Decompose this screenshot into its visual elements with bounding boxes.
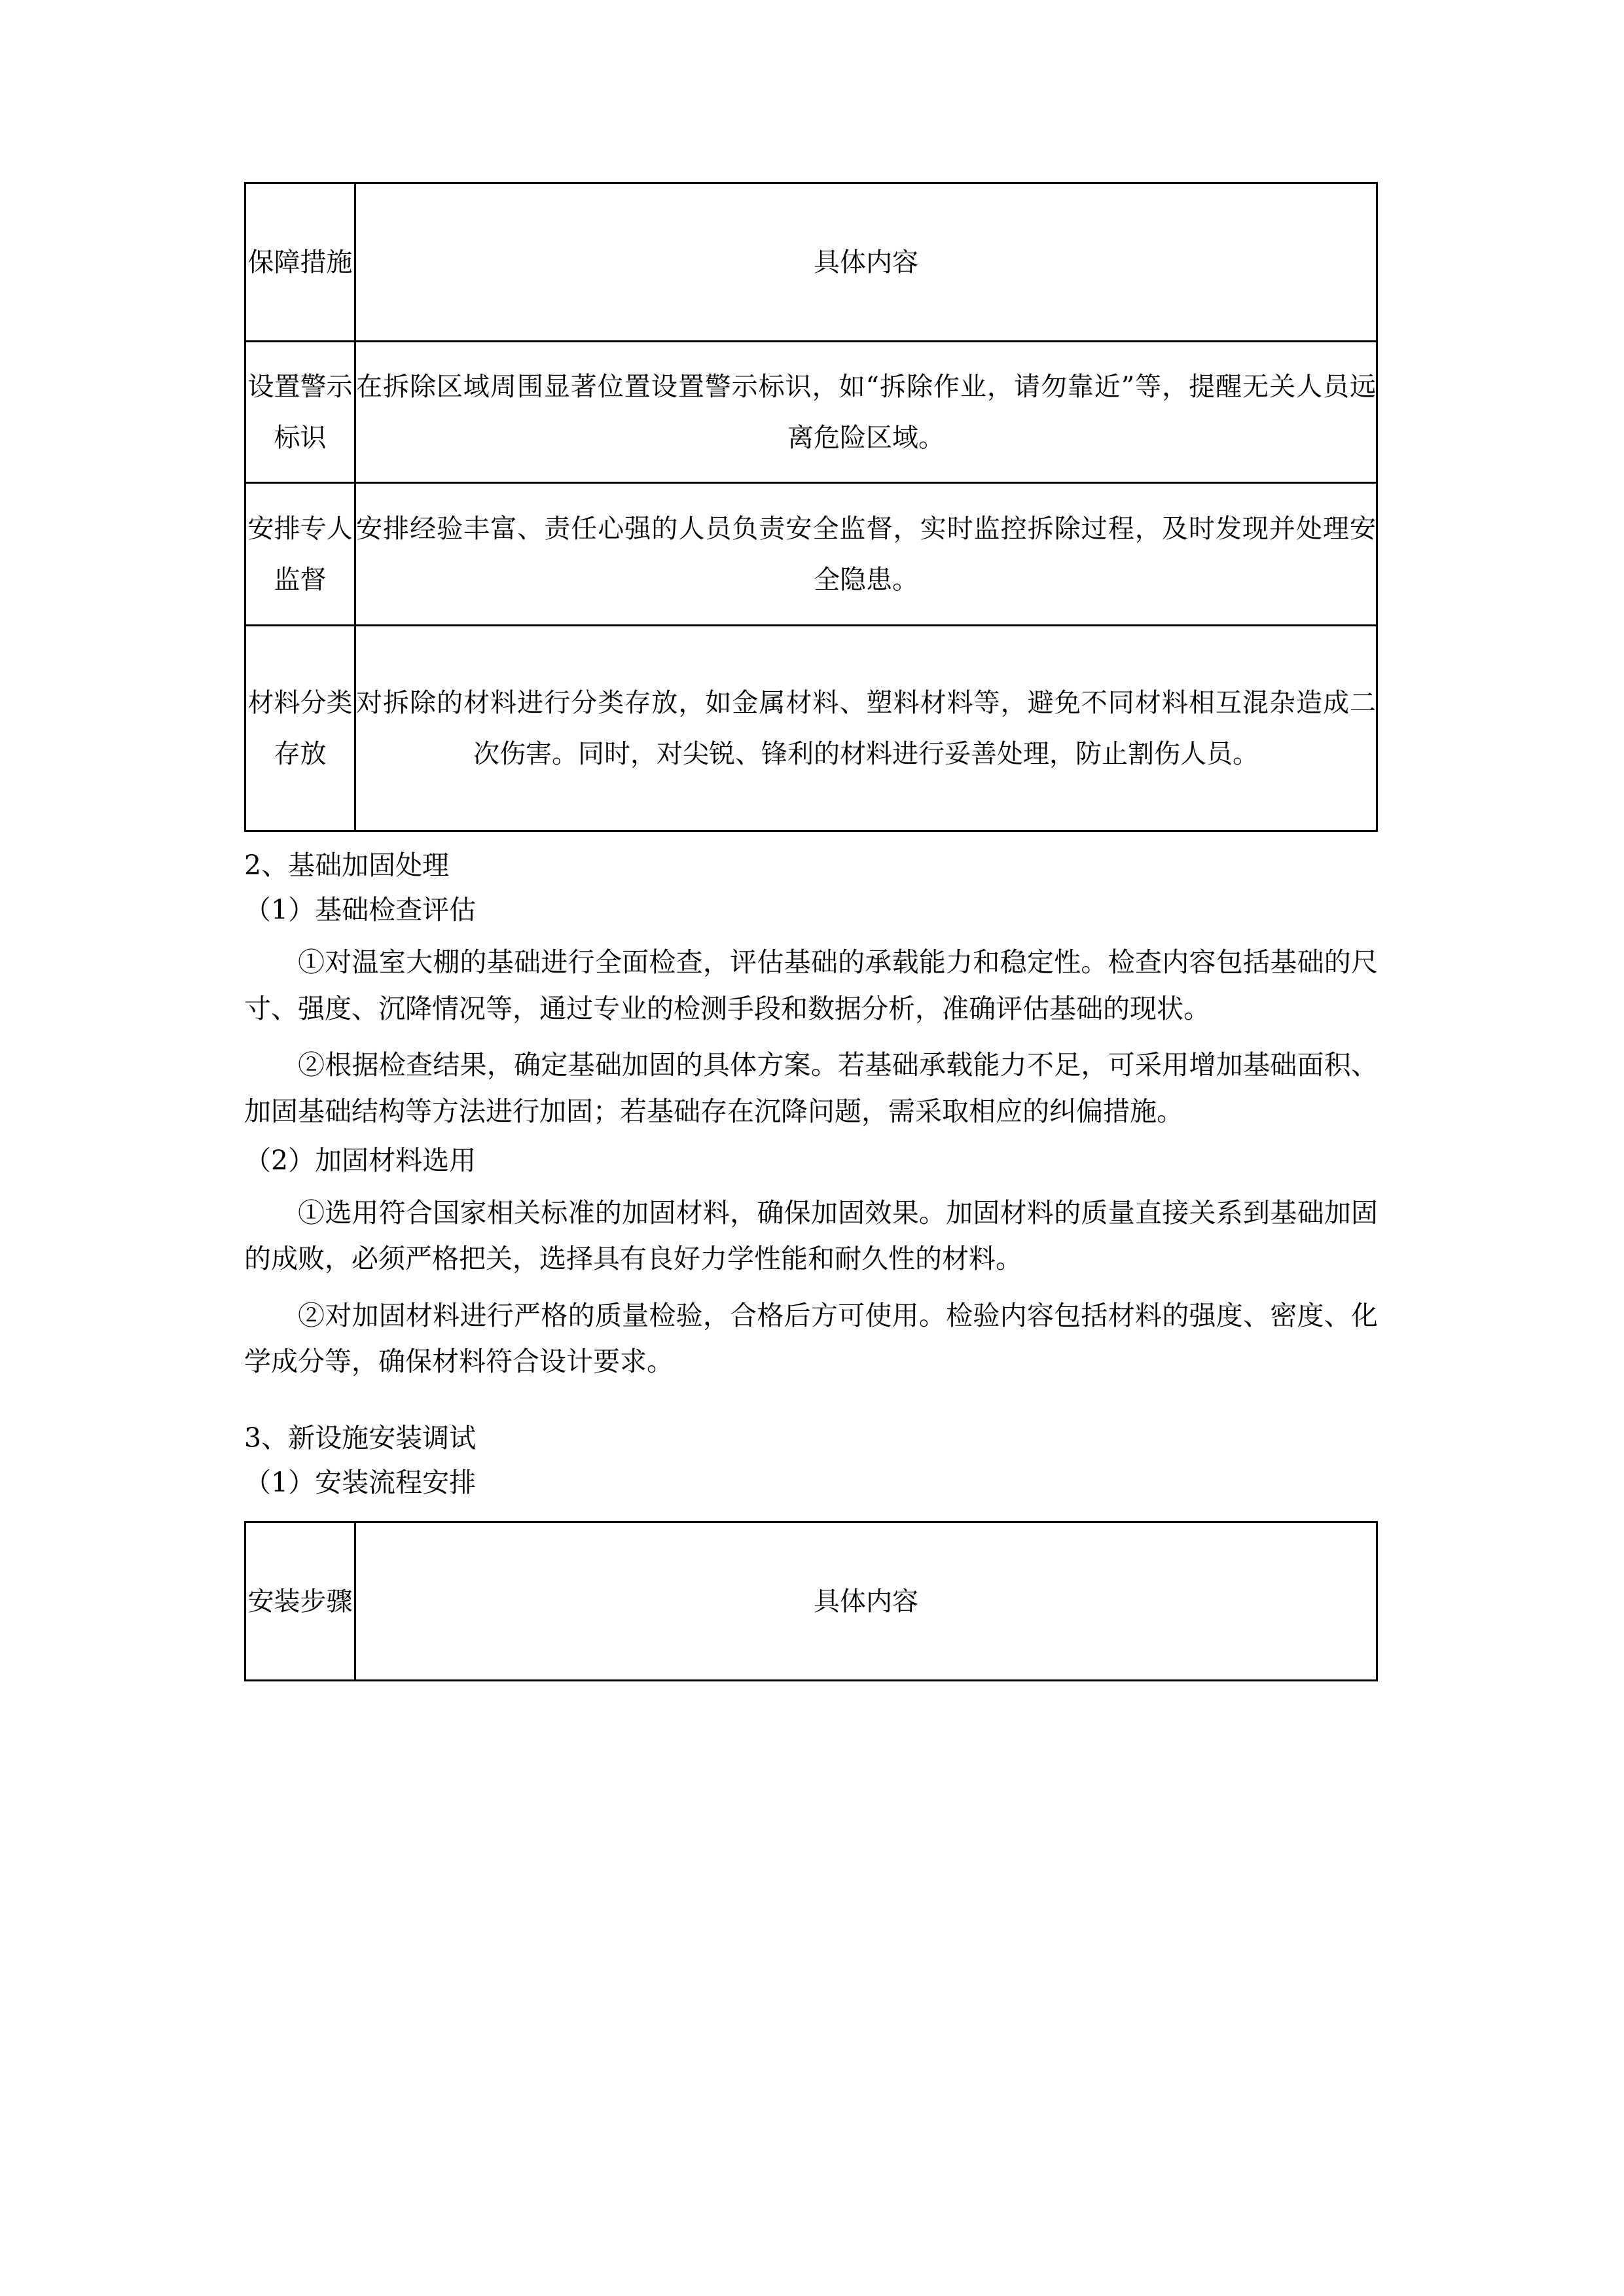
installation-steps-table: [244, 1521, 1378, 1681]
table-cell-measure-label: 安排专人监督: [245, 483, 355, 626]
table-row: [245, 342, 1377, 483]
table-cell-measure-content: 在拆除区域周围显著位置设置警示标识，如“拆除作业，请勿靠近”等，提醒无关人员远离危险区域。: [355, 342, 1377, 483]
section-2-sub-2-item-1: ①选用符合国家相关标准的加固材料，确保加固效果。加固材料的质量直接关系到基础加固的成败，必须严格把关，选择具有良好力学性能和耐久性的材料。: [244, 1196, 1378, 1275]
spacer: [244, 1385, 1378, 1405]
section-2-sub-1-item-2: ②根据检查结果，确定基础加固的具体方案。若基础承载能力不足，可采用增加基础面积、加固基础结构等方法进行加固；若基础存在沉降问题，需采取相应的纠偏措施。: [244, 1049, 1378, 1127]
table-header-row: [245, 183, 1377, 342]
section-2-block: [244, 846, 1378, 1385]
table-header-row: [245, 1522, 1377, 1681]
section-2-sub-2-item-2: ②对加固材料进行严格的质量检验，合格后方可使用。检验内容包括材料的强度、密度、化学成分等，确保材料符合设计要求。: [244, 1299, 1378, 1378]
section-3-heading: 3、新设施安装调试: [244, 1422, 477, 1454]
section-2-heading: 2、基础加固处理: [244, 850, 450, 881]
table-header-cell-measure: 保障措施: [245, 183, 355, 342]
table-row: [245, 626, 1377, 831]
section-3-block: [244, 1419, 1378, 1501]
table-header-cell-step: 安装步骤: [245, 1522, 355, 1681]
safety-measures-table: [244, 182, 1378, 832]
table-cell-measure-content: 对拆除的材料进行分类存放，如金属材料、塑料材料等，避免不同材料相互混杂造成二次伤害。同时，对尖锐、锋利的材料进行妥善处理，防止割伤人员。: [355, 626, 1377, 831]
spacer: [244, 1501, 1378, 1521]
section-3-sub-1-heading: （1）安装流程安排: [244, 1467, 477, 1498]
table-row: [245, 483, 1377, 626]
table-cell-measure-label: 材料分类存放: [245, 626, 355, 831]
table-header-cell-content: 具体内容: [355, 1522, 1377, 1681]
table-cell-measure-content: 安排经验丰富、责任心强的人员负责安全监督，实时监控拆除过程，及时发现并处理安全隐患。: [355, 483, 1377, 626]
section-2-sub-1-item-1: ①对温室大棚的基础进行全面检查，评估基础的承载能力和稳定性。检查内容包括基础的尺寸、强度、沉降情况等，通过专业的检测手段和数据分析，准确评估基础的现状。: [244, 946, 1378, 1024]
section-2-sub-2-heading: （2）加固材料选用: [244, 1144, 477, 1176]
table-header-cell-content: 具体内容: [355, 183, 1377, 342]
section-2-sub-1-heading: （1）基础检查评估: [244, 894, 477, 926]
table-cell-measure-label: 设置警示标识: [245, 342, 355, 483]
